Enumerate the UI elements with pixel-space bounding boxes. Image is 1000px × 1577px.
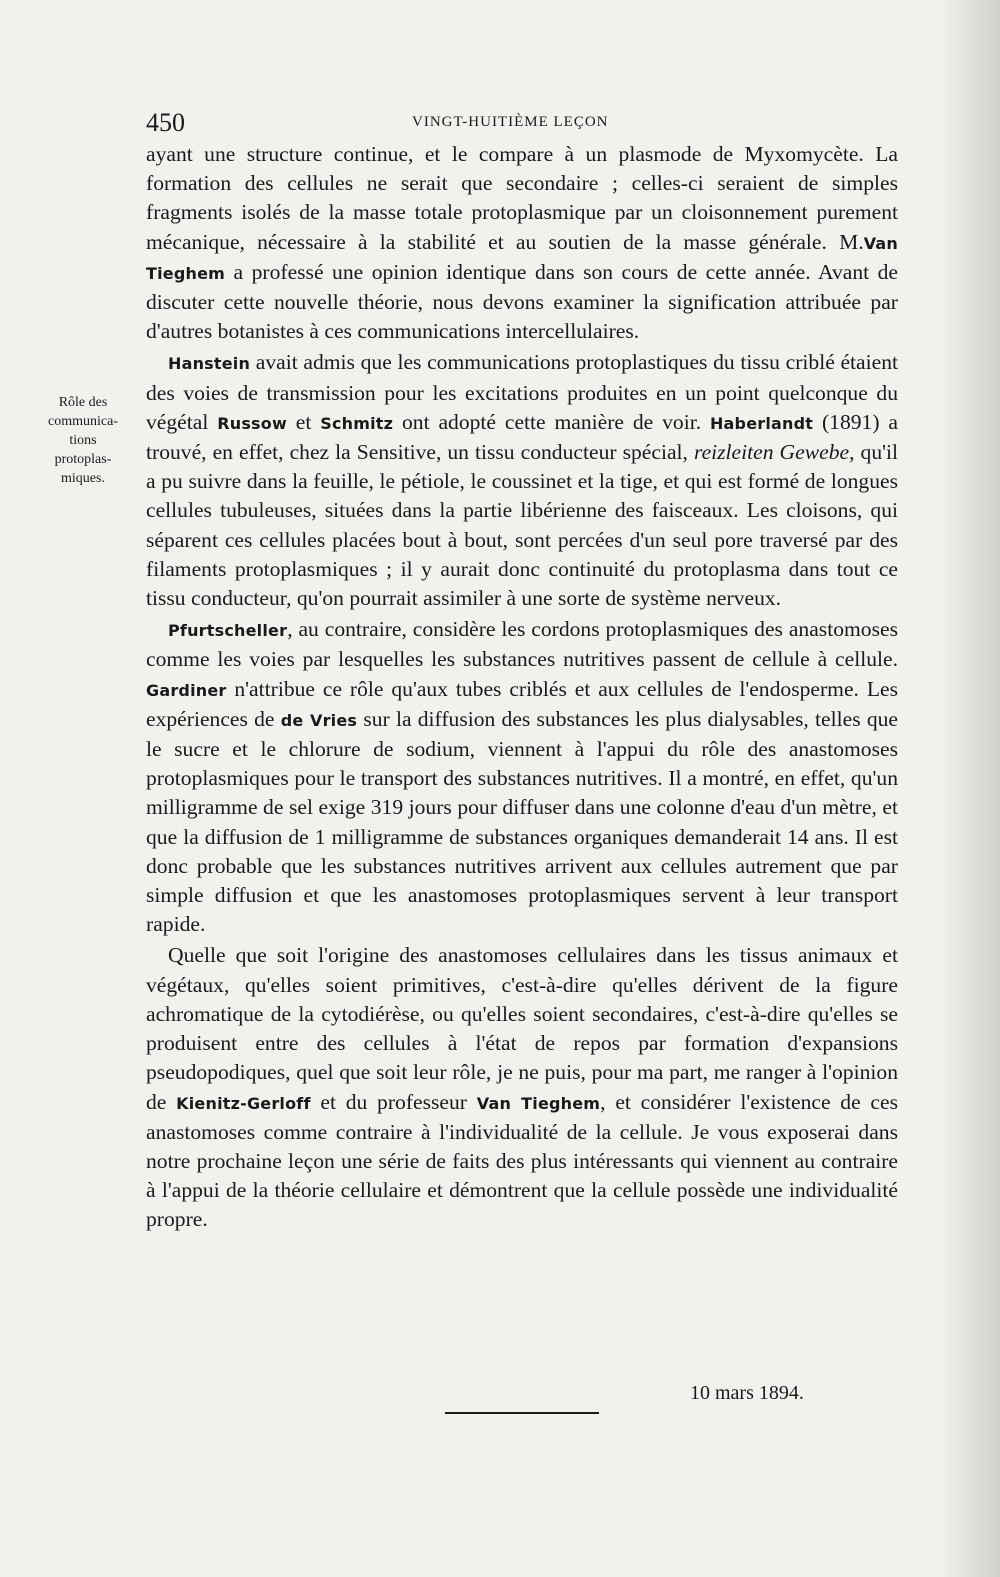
author-name: de Vries (280, 710, 358, 730)
text-run: , qu'il a pu suivre dans la feuille, le pétiole, le coussinet et la tige, et qui est formé de longues cellules tubuleuses, situées dans la partie libérienne des faisceaux. Les cloisons, qui séparent ces cellules placées bout à bout, sont percées d'un seul pore traversé par des filaments protoplasmiques ; il y aurait donc continuité du protoplasma dans tout ce tissu conducteur, qu'on pourrait assimiler à une sorte de système nerveux. (146, 440, 899, 611)
text-run: ayant une structure continue, et le compare à un plasmode de Myxomycète. La formation des cellules ne serait que secondaire ; celles-ci seraient de simples fragments isolés de la masse totale protoplasmique par un cloisonnement purement mécanique, nécessaire à la stabilité et au soutien de la masse générale. M. (146, 142, 898, 254)
margin-note-line: communica- (48, 414, 118, 429)
lecture-date: 10 mars 1894. (690, 1382, 804, 1404)
author-name: Pfurtscheller (168, 621, 288, 641)
paragraph-2 (146, 348, 898, 613)
paragraph-1 (146, 140, 898, 346)
paragraph-3 (146, 615, 898, 939)
author-name: Van Tieghem (146, 233, 898, 283)
author-name: Haberlandt (709, 413, 814, 433)
margin-note-line: tions (69, 433, 97, 448)
margin-note-line: miques. (61, 471, 105, 486)
text-run: n'attribue ce rôle qu'aux tubes criblés et aux cellules de l'endosperme. Les expériences de (146, 676, 898, 731)
author-name: Russow (217, 413, 287, 433)
text-run: (1891) a trouvé, en effet, chez la Sensitive, un tissu conducteur spécial, (146, 409, 898, 465)
page-header (146, 108, 898, 138)
margin-note (34, 393, 132, 488)
author-name: Gardiner (146, 680, 227, 700)
text-run: et du professeur (310, 1089, 477, 1114)
text-run: sur la diffusion des substances les plus dialysables, telles que le sucre et le chlorure de sodium, viennent à l'appui du rôle des anastomoses protoplasmiques pour le transport des substances nutritives. Il a montré, en effet, qu'un milligramme de sel exige 319 jours pour diffuser dans une colonne d'eau d'un mètre, et que la diffusion de 1 milligramme de substances organiques demanderait 14 ans. Il est donc probable que les substances nutritives arrivent aux cellules autrement que par simple diffusion et que les anastomoses protoplasmiques servent à leur transport rapide. (146, 706, 898, 937)
text-run: et (286, 409, 321, 434)
author-name: Kienitz-Gerloff (176, 1093, 311, 1113)
text-run: avait admis que les communications protoplastiques du tissu criblé étaient des voies de transmission pour les excitations produites en un point quelconque du végétal (146, 350, 898, 434)
page-edge-shadow (940, 0, 1000, 1577)
margin-note-line: Rôle des (58, 395, 108, 410)
text-run: ont adopté cette manière de voir. (393, 409, 710, 434)
text-run: , et considérer l'existence de ces anastomoses comme contraire à l'individualité de la cellule. Je vous exposerai dans notre prochaine leçon une série de faits des plus intéressants qui viennent au contraire à l'appui de la théorie cellulaire et démontrent que la cellule possède une individualité propre. (146, 1089, 898, 1232)
margin-note-line: protoplas- (54, 452, 112, 467)
body-text (146, 140, 898, 1235)
author-name: Schmitz (320, 413, 394, 433)
text-run: a professé une opinion identique dans son cours de cette année. Avant de discuter cette nouvelle théorie, nous devons examiner la signification attribuée par d'autres botanistes à ces communications intercellulaires. (146, 259, 898, 344)
end-rule (445, 1412, 599, 1414)
author-name: Van Tieghem (476, 1093, 601, 1113)
page-number: 450 (146, 108, 185, 137)
author-name: Hanstein (168, 354, 251, 374)
text-run: Quelle que soit l'origine des anastomoses cellulaires dans les tissus animaux et végétaux, qu'elles soient primitives, c'est-à-dire qu'elles dérivent de la figure achromatique de la cytodiérèse, ou qu'elles soient secondaires, c'est-à-dire qu'elles se produisent entre des cellules à l'état de repos par formation d'expansions pseudopodiques, quel que soit leur rôle, je ne puis, pour ma part, me ranger à l'opinion de (146, 943, 898, 1114)
paragraph-4 (146, 941, 898, 1234)
italic-term: reizleiten Gewebe (693, 440, 850, 465)
text-run: , au contraire, considère les cordons protoplasmiques des anastomoses comme les voies par lesquelles les substances nutritives passent de cellule à cellule. (146, 617, 898, 672)
running-head: VINGT-HUITIÈME LEÇON (412, 114, 609, 130)
